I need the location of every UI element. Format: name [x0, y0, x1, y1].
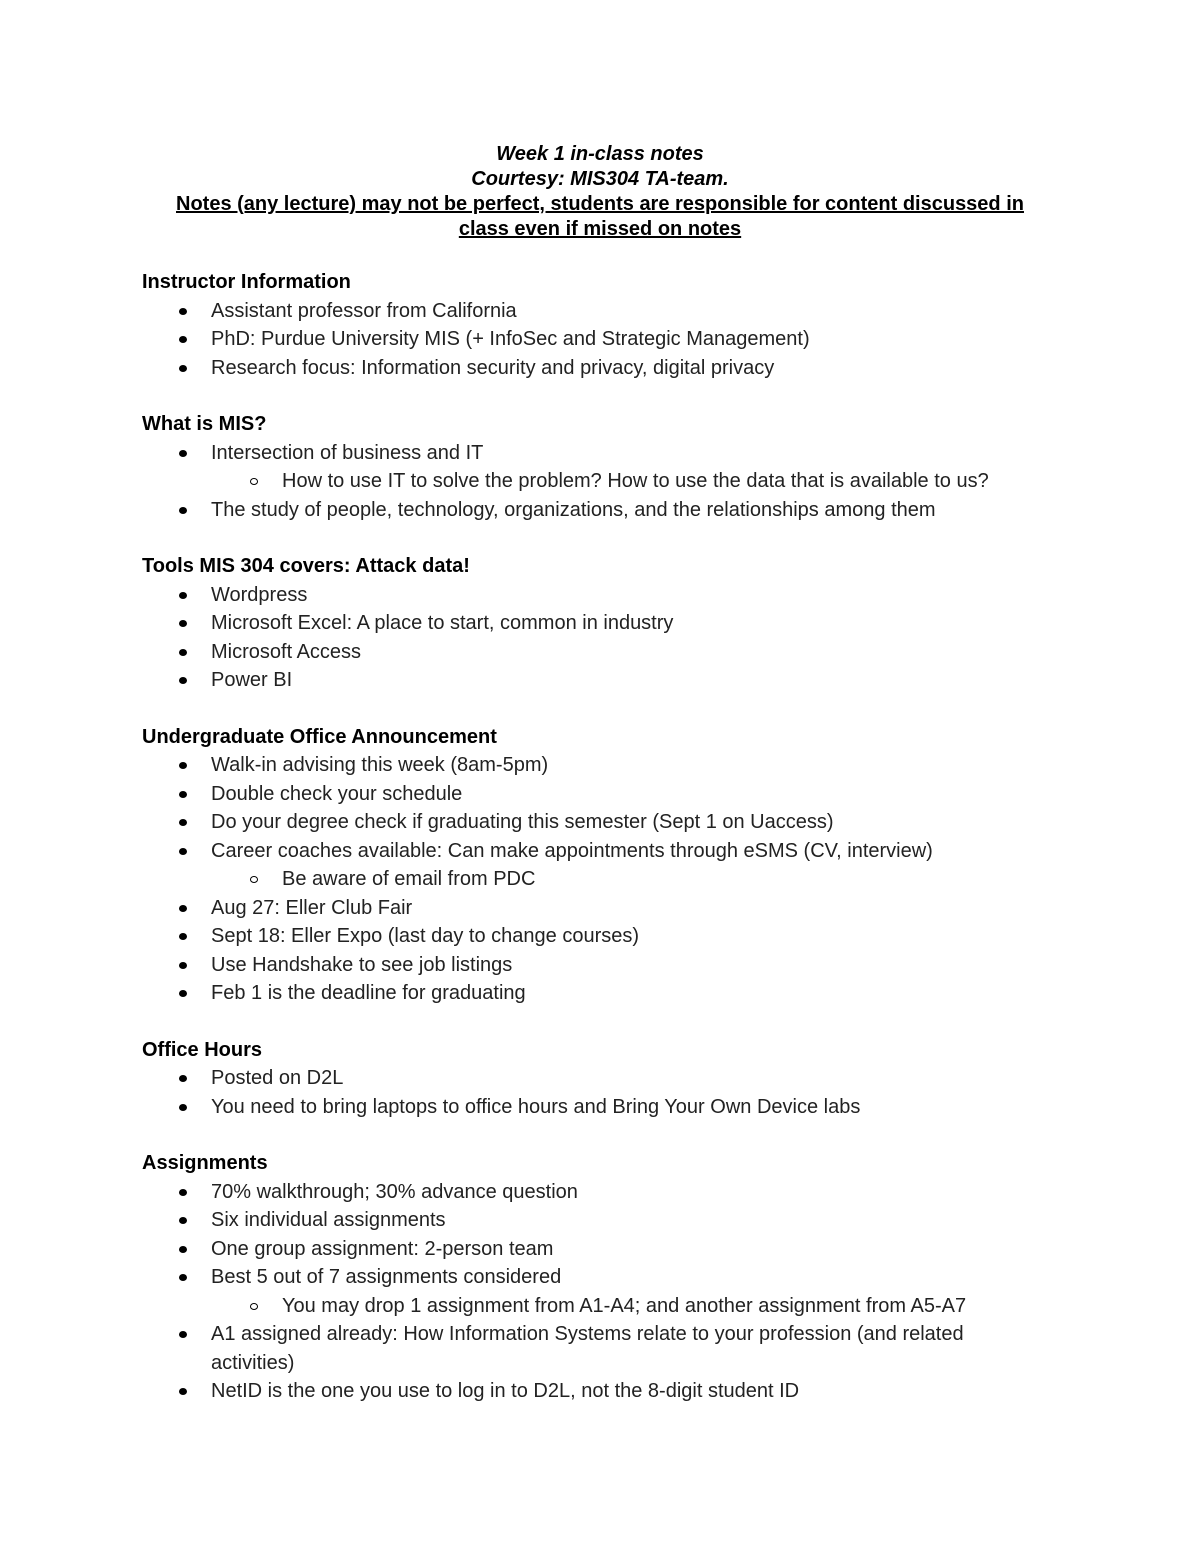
list-item-text-continued: activities)	[211, 1351, 295, 1374]
bullet-icon	[179, 762, 187, 769]
list-item	[142, 1377, 1062, 1406]
list-item-text: Best 5 out of 7 assignments considered	[211, 1266, 562, 1288]
list-item-text: A1 assigned already: How Information Systems relate to your profession (and related	[211, 1323, 964, 1345]
list-item	[142, 1093, 1062, 1122]
section-undergraduate-office-announcement	[142, 723, 1062, 1008]
disclaimer-line-2: class even if missed on notes	[458, 218, 742, 240]
list-item-text: Aug 27: Eller Club Fair	[211, 896, 413, 919]
sub-list-item	[142, 467, 1062, 496]
section-heading: What is MIS?	[142, 413, 267, 435]
document-body	[142, 268, 1062, 1434]
bullet-icon	[179, 677, 187, 684]
disclaimer-line-1: Notes (any lecture) may not be perfect, students are responsible for content discussed in	[176, 193, 1024, 215]
document-title: Week 1 in-class notes	[496, 143, 704, 165]
section-instructor-information	[142, 268, 1062, 382]
bullet-icon	[179, 791, 187, 798]
section-heading: Office Hours	[142, 1038, 263, 1061]
list-item	[142, 1064, 1062, 1093]
list-item	[142, 638, 1062, 667]
bullet-icon	[179, 1189, 187, 1196]
list-item-text: Six individual assignments	[211, 1209, 446, 1231]
bullet-list	[142, 581, 1062, 695]
hollow-bullet-icon	[250, 1303, 258, 1310]
section-office-hours	[142, 1036, 1062, 1122]
list-item-text: Posted on D2L	[211, 1067, 344, 1089]
list-item	[142, 1235, 1062, 1264]
bullet-icon	[179, 990, 187, 997]
section-what-is-mis	[142, 410, 1062, 524]
list-item	[142, 837, 1062, 866]
list-item	[142, 1320, 1062, 1377]
list-item	[142, 979, 1062, 1008]
bullet-list	[142, 751, 1062, 1008]
bullet-icon	[179, 620, 187, 627]
list-item	[142, 1206, 1062, 1235]
bullet-list	[142, 1064, 1062, 1121]
sub-list-item	[142, 865, 1062, 894]
list-item-text: One group assignment: 2-person team	[211, 1237, 554, 1260]
list-item-text: Microsoft Excel: A place to start, common in industry	[211, 612, 674, 634]
bullet-icon	[179, 1217, 187, 1224]
bullet-icon	[179, 819, 187, 826]
bullet-icon	[179, 905, 187, 912]
list-item	[142, 581, 1062, 610]
bullet-icon	[179, 1246, 187, 1253]
bullet-icon	[179, 507, 187, 514]
sub-list-item	[142, 1292, 1062, 1321]
list-item	[142, 496, 1062, 525]
bullet-icon	[179, 592, 187, 599]
list-item	[142, 1178, 1062, 1207]
section-heading: Assignments	[142, 1152, 268, 1174]
bullet-icon	[179, 933, 187, 940]
list-item-text: You may drop 1 assignment from A1-A4; and another assignment from A5-A7	[282, 1294, 967, 1317]
list-item-text: Career coaches available: Can make appointments through eSMS (CV, interview)	[211, 839, 933, 862]
hollow-bullet-icon	[250, 478, 258, 485]
list-item-text: Double check your schedule	[211, 782, 463, 805]
bullet-icon	[179, 1388, 187, 1395]
list-item	[142, 780, 1062, 809]
list-item	[142, 325, 1062, 354]
list-item	[142, 894, 1062, 923]
list-item-text: PhD: Purdue University MIS (+ InfoSec and Strategic Management)	[211, 328, 810, 350]
list-item	[142, 1263, 1062, 1292]
list-item-text: Wordpress	[211, 583, 308, 606]
list-item-text: Sept 18: Eller Expo (last day to change courses)	[211, 925, 640, 947]
document-header	[140, 142, 1060, 242]
list-item-text: Assistant professor from California	[211, 299, 517, 322]
bullet-icon	[179, 1075, 187, 1082]
bullet-icon	[179, 848, 187, 855]
bullet-list	[142, 439, 1062, 525]
list-item-text: Microsoft Access	[211, 640, 362, 663]
bullet-icon	[179, 1331, 187, 1338]
bullet-icon	[179, 962, 187, 969]
list-item-text: Research focus: Information security and privacy, digital privacy	[211, 356, 775, 379]
list-item-text: How to use IT to solve the problem? How to use the data that is available to us?	[282, 470, 989, 492]
list-item-text: Walk-in advising this week (8am-5pm)	[211, 754, 549, 776]
list-item-text: Feb 1 is the deadline for graduating	[211, 982, 526, 1004]
list-item-text: You need to bring laptops to office hours and Bring Your Own Device labs	[211, 1095, 861, 1118]
bullet-icon	[179, 450, 187, 457]
list-item-text: The study of people, technology, organizations, and the relationships among them	[211, 498, 936, 521]
list-item	[142, 951, 1062, 980]
list-item-text: Intersection of business and IT	[211, 441, 484, 464]
list-item	[142, 666, 1062, 695]
courtesy-line: Courtesy: MIS304 TA-team.	[471, 168, 729, 190]
bullet-icon	[179, 1104, 187, 1111]
list-item	[142, 808, 1062, 837]
list-item	[142, 751, 1062, 780]
bullet-list	[142, 297, 1062, 383]
bullet-list	[142, 1178, 1062, 1406]
section-assignments	[142, 1149, 1062, 1406]
list-item	[142, 354, 1062, 383]
list-item	[142, 297, 1062, 326]
bullet-icon	[179, 336, 187, 343]
section-heading: Tools MIS 304 covers: Attack data!	[142, 555, 470, 577]
list-item-text: 70% walkthrough; 30% advance question	[211, 1180, 578, 1203]
list-item	[142, 609, 1062, 638]
hollow-bullet-icon	[250, 876, 258, 883]
list-item-text: Power BI	[211, 669, 293, 691]
bullet-icon	[179, 649, 187, 656]
list-item-text: Do your degree check if graduating this semester (Sept 1 on Uaccess)	[211, 811, 834, 833]
bullet-icon	[179, 365, 187, 372]
list-item	[142, 922, 1062, 951]
section-tools	[142, 552, 1062, 695]
section-heading: Undergraduate Office Announcement	[142, 725, 497, 748]
bullet-icon	[179, 308, 187, 315]
list-item-text: Be aware of email from PDC	[282, 868, 536, 890]
list-item-text: Use Handshake to see job listings	[211, 953, 513, 976]
list-item	[142, 439, 1062, 468]
list-item-text: NetID is the one you use to log in to D2L, not the 8-digit student ID	[211, 1380, 800, 1402]
section-heading: Instructor Information	[142, 271, 351, 293]
bullet-icon	[179, 1274, 187, 1281]
